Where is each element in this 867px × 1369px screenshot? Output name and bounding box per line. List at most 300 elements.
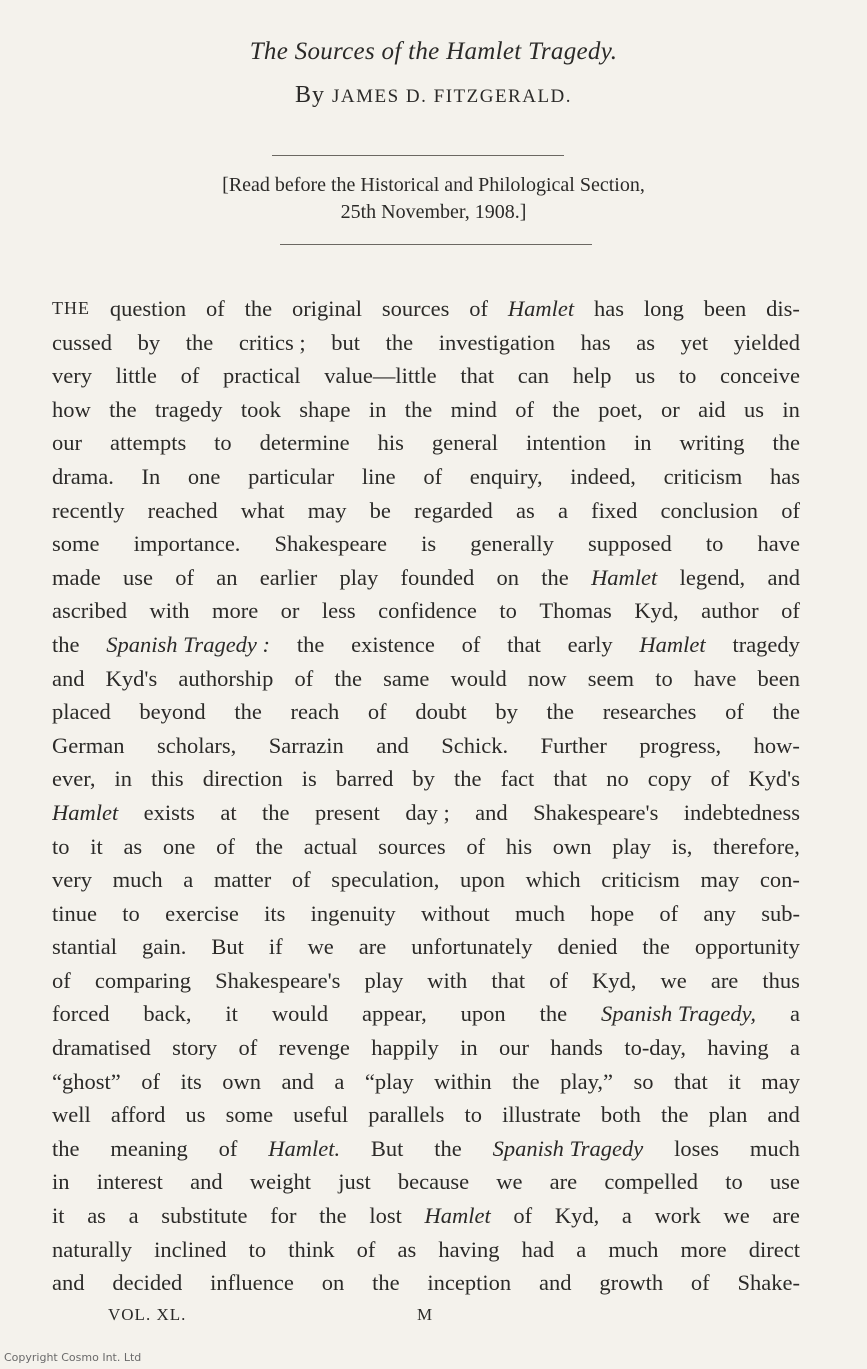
word: generally <box>470 531 554 557</box>
body-line <box>52 863 800 897</box>
word: to <box>705 531 724 557</box>
word: his <box>377 430 404 456</box>
word: fact <box>500 766 535 792</box>
word: inception <box>427 1270 512 1296</box>
word: play <box>612 833 651 859</box>
word: ingenuity <box>310 900 396 926</box>
word: sources <box>381 296 450 321</box>
word: its <box>180 1068 202 1094</box>
word: dis- <box>766 296 800 321</box>
word: present <box>314 799 380 825</box>
emphasis-word: Hamlet <box>424 1203 491 1229</box>
word: But <box>211 934 244 960</box>
word: of <box>238 1035 258 1061</box>
word: of <box>180 363 200 389</box>
body-line <box>52 1233 800 1267</box>
word: earlier <box>259 564 318 590</box>
word: of <box>659 900 679 926</box>
reading-note <box>0 172 867 226</box>
body-line <box>52 527 800 561</box>
word: matter <box>213 867 272 893</box>
word: Kyd, <box>634 598 679 624</box>
word: forced <box>52 1001 110 1027</box>
body-line <box>52 561 800 595</box>
divider-bottom <box>280 244 592 245</box>
word: supposed <box>588 531 672 557</box>
word: researches <box>602 699 697 725</box>
word: authorship <box>178 665 274 691</box>
word: it <box>225 1001 238 1027</box>
word: how <box>52 396 91 422</box>
word: interest <box>96 1169 163 1195</box>
word: the <box>296 631 325 657</box>
word: of <box>781 598 800 624</box>
word: in <box>460 1035 478 1061</box>
word: his <box>505 833 533 859</box>
word: Kyd, <box>592 967 637 993</box>
word: of <box>781 497 800 523</box>
word: tragedy <box>155 396 223 422</box>
word: opportunity <box>694 934 800 960</box>
word: on <box>496 564 520 590</box>
word: of <box>52 967 71 993</box>
word: an <box>216 564 238 590</box>
word: both <box>600 1102 641 1128</box>
word: much <box>515 900 566 926</box>
word: Shake- <box>737 1270 800 1296</box>
word: little <box>115 363 157 389</box>
word: that <box>491 967 526 993</box>
word: of <box>515 396 534 422</box>
word: stantial <box>52 934 117 960</box>
word: general <box>431 430 499 456</box>
body-line <box>52 393 800 427</box>
word: be <box>369 497 391 523</box>
word: and <box>52 1270 85 1296</box>
word: or <box>280 598 300 624</box>
word: conclusion <box>660 497 759 523</box>
word: and <box>52 665 85 691</box>
word: attempts <box>109 430 187 456</box>
word: the <box>319 1203 347 1229</box>
word: of <box>206 296 225 321</box>
word: in <box>368 396 387 422</box>
word: and <box>376 732 409 758</box>
emphasis-word: Hamlet <box>507 296 575 321</box>
author-name: JAMES D. FITZGERALD. <box>331 86 573 107</box>
word: to <box>499 598 517 624</box>
word: in <box>782 396 800 422</box>
word: “play <box>364 1068 414 1094</box>
body-line <box>52 494 800 528</box>
article-title: The Sources of the Hamlet Tragedy. <box>249 38 618 65</box>
word: founded <box>400 564 475 590</box>
word: Kyd's <box>105 665 158 691</box>
word: a <box>128 1203 139 1229</box>
word: early <box>567 631 613 657</box>
word: compelled <box>604 1169 699 1195</box>
word: some <box>225 1102 274 1128</box>
word: indebtedness <box>683 799 800 825</box>
word: line <box>361 463 396 489</box>
word: the <box>372 1270 400 1296</box>
word: story <box>172 1035 218 1061</box>
word: its <box>264 900 286 926</box>
word: In <box>141 463 161 489</box>
word: so <box>633 1068 654 1094</box>
word: has <box>593 296 624 321</box>
word: just <box>338 1169 371 1195</box>
word: that <box>507 631 541 657</box>
word: the <box>52 1135 80 1161</box>
word: we <box>723 1203 750 1229</box>
word: the <box>404 396 433 422</box>
body-line <box>52 762 800 796</box>
word: and <box>281 1068 314 1094</box>
word: of <box>356 1236 376 1262</box>
emphasis-word: Hamlet <box>639 631 706 657</box>
word: denied <box>557 934 618 960</box>
word: is, <box>671 833 693 859</box>
word: Schick. <box>441 732 509 758</box>
word: of <box>469 296 488 321</box>
body-line <box>52 326 800 360</box>
word: of <box>218 1135 238 1161</box>
word: less <box>321 598 356 624</box>
word: as <box>636 329 655 355</box>
word: therefore, <box>713 833 800 859</box>
word: exercise <box>165 900 239 926</box>
body-line <box>52 964 800 998</box>
word: fixed <box>591 497 638 523</box>
word: the <box>539 1001 568 1027</box>
word: if <box>268 934 283 960</box>
word: one <box>187 463 221 489</box>
word: that <box>673 1068 708 1094</box>
word: Further <box>540 732 607 758</box>
word: actual <box>303 833 358 859</box>
word: but <box>331 329 361 355</box>
word: indeed, <box>570 463 636 489</box>
word: has <box>580 329 611 355</box>
word: recently <box>52 497 125 523</box>
emphasis-word: Hamlet <box>591 564 658 590</box>
word: more <box>211 598 259 624</box>
word: it <box>90 833 103 859</box>
word: the <box>185 329 214 355</box>
body-line <box>52 1266 800 1300</box>
word: and <box>538 1270 572 1296</box>
word: the <box>546 699 574 725</box>
word: may <box>761 1068 800 1094</box>
word: regarded <box>414 497 493 523</box>
word: naturally <box>52 1236 132 1262</box>
word: no <box>606 766 629 792</box>
word: this <box>151 766 184 792</box>
word: to-day, <box>624 1035 686 1061</box>
word: of <box>291 867 311 893</box>
emphasis-word: Spanish Tragedy, <box>600 1001 757 1027</box>
word: Shakespeare's <box>533 799 659 825</box>
body-line <box>52 1132 800 1166</box>
body-line <box>52 628 800 662</box>
word: of <box>423 463 443 489</box>
word: because <box>397 1169 470 1195</box>
word: scholars, <box>156 732 237 758</box>
word: inclined <box>154 1236 227 1262</box>
word: are <box>549 1169 578 1195</box>
word: placed <box>52 699 111 725</box>
body-line <box>52 1165 800 1199</box>
word: in <box>114 766 133 792</box>
word: of <box>175 564 195 590</box>
word: for <box>270 1203 297 1229</box>
word: it <box>728 1068 741 1094</box>
word: yielded <box>733 329 800 355</box>
word: would <box>271 1001 329 1027</box>
word: own <box>222 1068 261 1094</box>
word: substitute <box>161 1203 248 1229</box>
word: we <box>660 967 687 993</box>
word: and <box>190 1169 223 1195</box>
word: the <box>334 665 362 691</box>
word: of <box>367 699 387 725</box>
word: work <box>654 1203 701 1229</box>
word: con- <box>759 867 800 893</box>
word: is <box>301 766 317 792</box>
word: enquiry, <box>469 463 543 489</box>
author-line <box>0 82 867 109</box>
article-body <box>52 292 800 1300</box>
word: the <box>434 1135 462 1161</box>
word: a <box>557 497 568 523</box>
word: barred <box>335 766 394 792</box>
word: of <box>549 967 568 993</box>
word: having <box>438 1236 500 1262</box>
word: aid <box>698 396 726 422</box>
word: ascribed <box>52 598 127 624</box>
word: Kyd's <box>748 766 800 792</box>
word: took <box>240 396 281 422</box>
word: confidence <box>378 598 477 624</box>
copyright-notice: Copyright Cosmo Int. Ltd <box>4 1351 142 1364</box>
word: on <box>321 1270 345 1296</box>
word: mind <box>450 396 497 422</box>
word: a <box>621 1203 632 1229</box>
emphasis-word: Hamlet. <box>268 1135 341 1161</box>
word: much <box>608 1236 659 1262</box>
volume-label: VOL. XL. <box>108 1305 187 1324</box>
word: at <box>220 799 237 825</box>
word: to <box>655 665 673 691</box>
divider-top <box>272 155 564 156</box>
word: help <box>572 363 612 389</box>
word: to <box>214 430 232 456</box>
body-line <box>52 426 800 460</box>
body-line <box>52 1065 800 1099</box>
word: very <box>52 867 92 893</box>
word: the <box>454 766 482 792</box>
word: exists <box>143 799 195 825</box>
word: seem <box>587 665 635 691</box>
word: is <box>421 531 437 557</box>
word: any <box>703 900 736 926</box>
word: reached <box>147 497 218 523</box>
word: the <box>244 296 273 321</box>
word: of <box>725 699 744 725</box>
word: Shakespeare's <box>215 967 341 993</box>
reading-note-line-1: [Read before the Historical and Philological Section, <box>222 174 645 196</box>
word: weight <box>249 1169 312 1195</box>
word: by <box>412 766 435 792</box>
word: to <box>464 1102 483 1128</box>
word: conceive <box>720 363 800 389</box>
word: are <box>772 1203 800 1229</box>
word: has <box>769 463 800 489</box>
word: of <box>466 833 486 859</box>
word: gain. <box>141 934 187 960</box>
word: are <box>710 967 739 993</box>
word: parallels <box>368 1102 445 1128</box>
word: intention <box>526 430 607 456</box>
word: “ghost” <box>52 1068 121 1094</box>
word: revenge <box>278 1035 350 1061</box>
body-line <box>52 594 800 628</box>
word: we <box>307 934 334 960</box>
word: us <box>635 363 656 389</box>
word: by <box>137 329 161 355</box>
word: much <box>112 867 163 893</box>
word: the <box>109 396 137 422</box>
word: speculation, <box>331 867 440 893</box>
word: play <box>364 967 404 993</box>
body-line <box>52 359 800 393</box>
word: doubt <box>415 699 467 725</box>
body-line <box>52 796 800 830</box>
word: THE <box>52 298 90 318</box>
word: plan <box>708 1102 748 1128</box>
word: poet, <box>598 396 643 422</box>
word: lost <box>369 1203 402 1229</box>
word: dramatised <box>52 1035 151 1061</box>
word: have <box>757 531 800 557</box>
word: that <box>460 363 495 389</box>
body-line <box>52 930 800 964</box>
word: drama. <box>52 463 114 489</box>
word: long <box>643 296 684 321</box>
word: with <box>149 598 190 624</box>
word: the <box>385 329 414 355</box>
author-prefix: By <box>294 82 325 108</box>
word: of <box>294 665 314 691</box>
word: critics ; <box>238 329 306 355</box>
word: one <box>162 833 196 859</box>
word: illustrate <box>502 1102 581 1128</box>
word: Kyd, <box>554 1203 600 1229</box>
word: copy <box>647 766 692 792</box>
word: question <box>109 296 187 321</box>
word: have <box>693 665 737 691</box>
word: use <box>769 1169 800 1195</box>
word: upon <box>459 867 505 893</box>
word: of <box>513 1203 533 1229</box>
word: hope <box>590 900 635 926</box>
word: the <box>234 699 262 725</box>
word: sub- <box>761 900 800 926</box>
word: the <box>52 631 80 657</box>
word: us <box>185 1102 206 1128</box>
word: a <box>183 867 194 893</box>
word: been <box>757 665 800 691</box>
word: we <box>496 1169 523 1195</box>
word: much <box>749 1135 800 1161</box>
word: can <box>517 363 550 389</box>
word: tinue <box>52 900 97 926</box>
signature-mark: M <box>417 1305 433 1324</box>
word: appear, <box>362 1001 427 1027</box>
word: as <box>87 1203 106 1229</box>
word: ever, <box>52 766 96 792</box>
word: criticism <box>663 463 743 489</box>
word: legend, <box>679 564 746 590</box>
word: same <box>383 665 430 691</box>
body-line <box>52 662 800 696</box>
word: a <box>790 1035 800 1061</box>
word: the <box>772 699 800 725</box>
word: without <box>420 900 490 926</box>
word: to <box>725 1169 743 1195</box>
word: day ; <box>405 799 450 825</box>
body-line <box>52 1031 800 1065</box>
word: to <box>52 833 70 859</box>
word: German <box>52 732 125 758</box>
word: in <box>52 1169 70 1195</box>
word: the <box>772 430 800 456</box>
word: original <box>292 296 362 321</box>
word: yet <box>680 329 709 355</box>
word: importance. <box>133 531 241 557</box>
word: our <box>52 430 82 456</box>
word: very <box>52 363 92 389</box>
word: as <box>123 833 143 859</box>
word: own <box>552 833 592 859</box>
word: made <box>52 564 101 590</box>
word: and <box>767 1102 800 1128</box>
word: the <box>512 1068 540 1094</box>
word: of <box>216 833 235 859</box>
word: hands <box>550 1035 603 1061</box>
body-line <box>52 1199 800 1233</box>
word: as <box>397 1236 417 1262</box>
emphasis-word: Spanish Tragedy <box>492 1135 644 1161</box>
emphasis-word: Hamlet <box>52 799 119 825</box>
word: useful <box>293 1102 349 1128</box>
word: think <box>288 1236 335 1262</box>
word: value—little <box>324 363 437 389</box>
word: now <box>527 665 567 691</box>
word: growth <box>599 1270 664 1296</box>
word: some <box>52 531 100 557</box>
word: existence <box>351 631 435 657</box>
word: are <box>358 934 387 960</box>
word: decided <box>112 1270 183 1296</box>
word: which <box>525 867 581 893</box>
body-line <box>52 997 800 1031</box>
word: afford <box>110 1102 166 1128</box>
word: upon <box>460 1001 506 1027</box>
word: to <box>248 1236 267 1262</box>
body-line <box>52 1098 800 1132</box>
